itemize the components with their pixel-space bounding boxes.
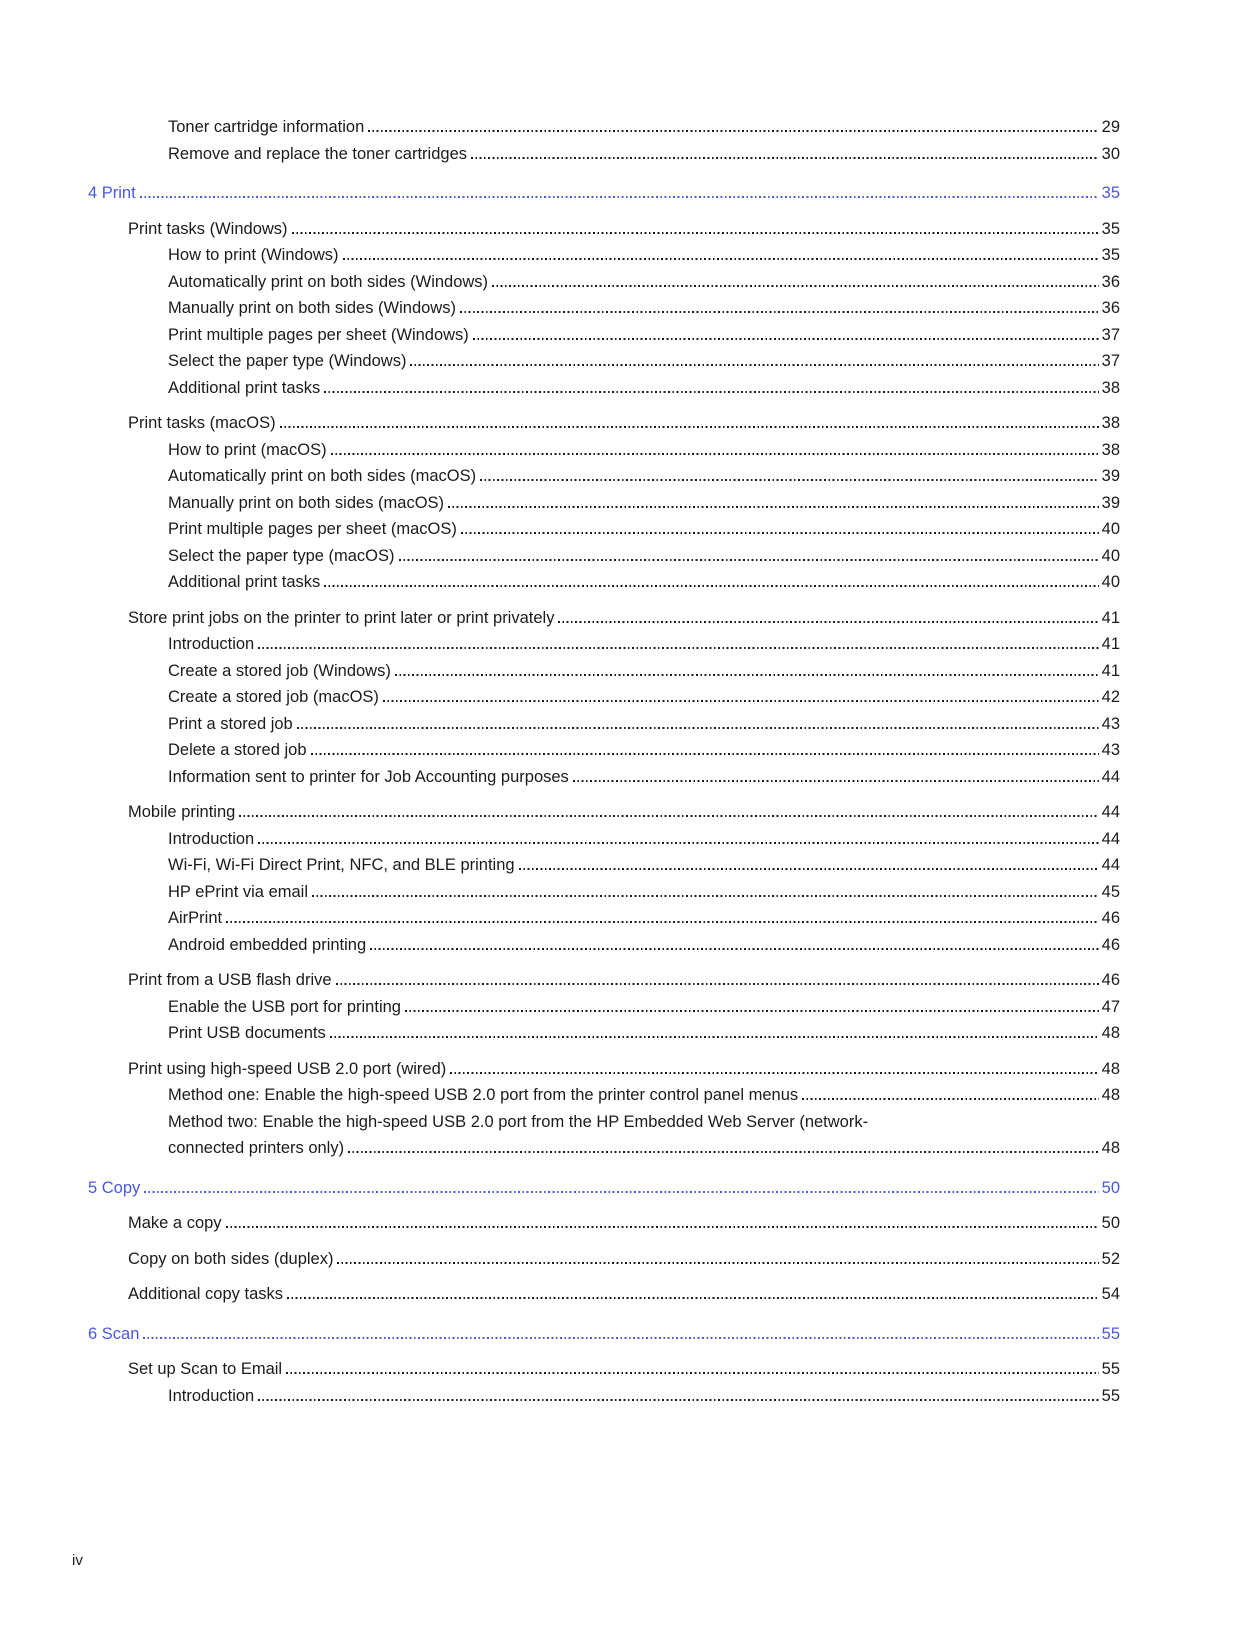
toc-leader-dots	[383, 700, 1099, 702]
toc-entry-page: 45	[1101, 882, 1120, 901]
toc-entry-row[interactable]	[88, 348, 1120, 375]
toc-leader-dots	[473, 338, 1099, 340]
toc-entry-page: 54	[1101, 1285, 1120, 1303]
toc-leader-dots	[292, 232, 1099, 234]
toc-entry-title: Print a stored job	[168, 714, 293, 733]
toc-entry-row[interactable]	[88, 799, 1120, 826]
toc-entry-title: Enable the USB port for printing	[168, 997, 401, 1016]
toc-leader-dots	[286, 1372, 1099, 1374]
toc-leader-dots	[226, 1226, 1099, 1228]
toc-entry-row[interactable]	[88, 764, 1120, 791]
toc-entry-title: AirPrint	[168, 909, 223, 927]
toc-entry-title: Mobile printing	[128, 803, 236, 821]
toc-entry-page: 41	[1101, 661, 1120, 680]
toc-leader-dots	[399, 559, 1099, 561]
toc-entry-title: Print tasks (macOS)	[128, 414, 276, 432]
toc-entry-page: 44	[1101, 803, 1120, 821]
toc-leader-dots	[395, 674, 1099, 676]
toc-entry-page: 29	[1101, 118, 1120, 136]
toc-entry-row[interactable]	[88, 1082, 1120, 1109]
toc-leader-dots	[348, 1151, 1099, 1153]
toc-leader-dots	[405, 1010, 1099, 1012]
toc-entry-title: Introduction	[168, 1386, 255, 1405]
toc-entry-title: Additional copy tasks	[128, 1285, 284, 1303]
toc-entry-title: Set up Scan to Email	[128, 1360, 283, 1378]
toc-entry-page: 55	[1101, 1324, 1120, 1343]
toc-entry-title: Make a copy	[128, 1214, 222, 1232]
toc-entry-page: 39	[1101, 493, 1120, 512]
toc-entry-title: Select the paper type (Windows)	[168, 352, 407, 370]
toc-leader-dots	[558, 621, 1098, 623]
toc-entry-title: Copy on both sides (duplex)	[128, 1249, 334, 1268]
toc-entry-title: Additional print tasks	[168, 378, 321, 397]
toc-entry-title: Store print jobs on the printer to print later or print privately	[128, 608, 555, 627]
toc-entry-title: How to print (macOS)	[168, 440, 327, 459]
toc-entry-page: 50	[1101, 1214, 1120, 1232]
toc-leader-dots	[311, 753, 1099, 755]
toc-entry-page: 47	[1101, 997, 1120, 1016]
toc-entry-title: How to print (Windows)	[168, 246, 339, 264]
toc-entry-row[interactable]	[88, 242, 1120, 269]
toc-entry-page: 48	[1101, 1086, 1120, 1104]
toc-entry-page: 36	[1101, 272, 1120, 291]
toc-leader-dots	[287, 1297, 1099, 1299]
page-number-footer: iv	[72, 1552, 83, 1569]
toc-entry-row[interactable]	[88, 1210, 1120, 1237]
toc-entry-row[interactable]	[88, 490, 1120, 517]
toc-entry-page: 46	[1101, 909, 1120, 927]
toc-leader-dots	[239, 815, 1098, 817]
toc-leader-dots	[140, 196, 1099, 198]
toc-entry-page: 44	[1101, 767, 1120, 786]
toc-entry-row[interactable]	[88, 216, 1120, 243]
toc-entry-title: Manually print on both sides (macOS)	[168, 493, 445, 512]
toc-leader-dots	[144, 1191, 1098, 1193]
toc-entry-row[interactable]	[88, 711, 1120, 738]
toc-entry-page: 40	[1101, 546, 1120, 565]
toc-entry-row[interactable]	[88, 114, 1120, 141]
toc-entry-row[interactable]	[88, 658, 1120, 685]
toc-entry-title: Delete a stored job	[168, 741, 307, 759]
toc-entry-row[interactable]	[88, 463, 1120, 490]
toc-entry-title: connected printers only)	[168, 1139, 345, 1157]
toc-leader-dots	[480, 479, 1099, 481]
toc-entry-page: 35	[1101, 219, 1120, 238]
toc-leader-dots	[143, 1337, 1098, 1339]
toc-entry-page: 46	[1101, 971, 1120, 989]
toc-entry-row[interactable]	[88, 905, 1120, 932]
toc-entry-row[interactable]	[88, 932, 1120, 959]
toc-leader-dots	[258, 842, 1098, 844]
toc-entry-page: 44	[1101, 829, 1120, 848]
toc-leader-dots	[448, 506, 1099, 508]
toc-entry-row[interactable]	[88, 826, 1120, 853]
toc-entry-row[interactable]	[88, 437, 1120, 464]
toc-leader-dots	[312, 895, 1099, 897]
toc-entry-title: Method two: Enable the high-speed USB 2.0 port from the HP Embedded Web Server (network-	[168, 1112, 869, 1131]
toc-entry-title: Automatically print on both sides (Windows)	[168, 272, 489, 291]
toc-leader-dots	[343, 258, 1099, 260]
toc-entry-row[interactable]	[88, 269, 1120, 296]
toc-leader-dots	[370, 948, 1099, 950]
toc-leader-dots	[258, 1399, 1098, 1401]
toc-entry-page: 35	[1101, 246, 1120, 264]
toc-leader-dots	[460, 311, 1099, 313]
toc-entry-row[interactable]	[88, 322, 1120, 349]
toc-entry-page: 30	[1101, 144, 1120, 163]
toc-leader-dots	[330, 1036, 1099, 1038]
toc-entry-row[interactable]	[88, 569, 1120, 596]
toc-entry-title: Create a stored job (macOS)	[168, 688, 379, 706]
toc-entry-row[interactable]	[88, 1356, 1120, 1383]
toc-entry-page: 48	[1101, 1139, 1120, 1157]
toc-entry-row[interactable]	[88, 879, 1120, 906]
toc-leader-dots	[471, 157, 1099, 159]
toc-entry-row[interactable]	[88, 1281, 1120, 1308]
toc-entry-page: 55	[1101, 1386, 1120, 1405]
toc-entry-row[interactable]	[88, 295, 1120, 322]
toc-leader-dots	[324, 391, 1098, 393]
toc-entry-row[interactable]	[88, 1056, 1120, 1083]
toc-entry-row[interactable]	[88, 1246, 1120, 1273]
toc-leader-dots	[573, 780, 1099, 782]
toc-entry-title: Print tasks (Windows)	[128, 219, 288, 238]
toc-entry-row[interactable]	[88, 737, 1120, 764]
toc-entry-page: 43	[1101, 714, 1120, 733]
toc-entry-page: 38	[1101, 414, 1120, 432]
toc-entry-page: 52	[1101, 1249, 1120, 1268]
toc-chapter-title: 6 Scan	[88, 1324, 140, 1343]
toc-entry-page: 41	[1101, 635, 1120, 653]
toc-entry-page: 42	[1101, 688, 1120, 706]
toc-entry-row[interactable]	[88, 1383, 1120, 1410]
toc-entry-page: 44	[1101, 856, 1120, 874]
toc-leader-dots	[368, 130, 1098, 132]
toc-entry-page: 37	[1101, 325, 1120, 344]
toc-entry-row[interactable]	[88, 141, 1120, 168]
toc-leader-dots	[802, 1098, 1099, 1100]
toc-entry-title: Wi-Fi, Wi-Fi Direct Print, NFC, and BLE printing	[168, 856, 515, 874]
toc-entry-row[interactable]	[88, 375, 1120, 402]
toc-entry-page: 39	[1101, 467, 1120, 485]
toc-entry-title: Automatically print on both sides (macOS)	[168, 467, 477, 485]
toc-entry-row[interactable]	[88, 967, 1120, 994]
toc-entry-title: Introduction	[168, 635, 255, 653]
toc-entry-title: Select the paper type (macOS)	[168, 546, 395, 565]
toc-entry-title: Print multiple pages per sheet (macOS)	[168, 520, 457, 538]
toc-leader-dots	[519, 868, 1099, 870]
toc-entry-page: 38	[1101, 378, 1120, 397]
toc-entry-title: Manually print on both sides (Windows)	[168, 299, 456, 317]
toc-entry-row[interactable]	[88, 1135, 1120, 1162]
toc-entry-row[interactable]	[88, 543, 1120, 570]
toc-entry-title: Create a stored job (Windows)	[168, 661, 391, 680]
toc-entry-page: 55	[1101, 1360, 1120, 1378]
toc-entry-title: Introduction	[168, 829, 255, 848]
toc-chapter-title: 4 Print	[88, 184, 136, 202]
toc-entry-title: Print multiple pages per sheet (Windows)	[168, 325, 469, 344]
toc-entry-page: 43	[1101, 741, 1120, 759]
toc-entry-title: Print from a USB flash drive	[128, 971, 332, 989]
toc-entry-title: Remove and replace the toner cartridges	[168, 144, 467, 163]
toc-entry-page: 37	[1101, 352, 1120, 370]
toc-entry-page: 40	[1101, 520, 1120, 538]
toc-entry-page: 48	[1101, 1059, 1120, 1078]
toc-entry-title: Print using high-speed USB 2.0 port (wired)	[128, 1059, 447, 1078]
toc-entry-row[interactable]	[88, 410, 1120, 437]
toc-entry-page: 40	[1101, 573, 1120, 591]
toc-leader-dots	[450, 1072, 1098, 1074]
toc-chapter-row[interactable]	[88, 1175, 1120, 1202]
toc-entry-title: Additional print tasks	[168, 573, 321, 591]
toc-leader-dots	[280, 426, 1099, 428]
toc-entry-title: HP ePrint via email	[168, 882, 309, 901]
toc-entry-page: 41	[1101, 608, 1120, 627]
toc-leader-dots	[461, 532, 1099, 534]
toc-entry-row[interactable]	[88, 1020, 1120, 1047]
toc-leader-dots	[297, 727, 1099, 729]
toc-leader-dots	[337, 1262, 1098, 1264]
toc-leader-dots	[410, 364, 1098, 366]
toc-entry-row[interactable]	[88, 631, 1120, 658]
toc-entry-row[interactable]	[88, 516, 1120, 543]
toc-leader-dots	[331, 453, 1099, 455]
toc-entry-title: Android embedded printing	[168, 935, 367, 954]
toc-entry-page: 46	[1101, 935, 1120, 954]
toc-entry-title: Toner cartridge information	[168, 118, 365, 136]
toc-chapter-title: 5 Copy	[88, 1178, 141, 1197]
toc-leader-dots	[258, 647, 1098, 649]
toc-entry-row[interactable]	[88, 684, 1120, 711]
toc-leader-dots	[226, 921, 1099, 923]
toc-entry-page: 36	[1101, 299, 1120, 317]
toc-entry-page: 38	[1101, 440, 1120, 459]
toc-entry-row[interactable]	[88, 605, 1120, 632]
toc-entry-page: 50	[1101, 1178, 1120, 1197]
toc-leader-dots	[324, 585, 1098, 587]
toc-entry-title: Information sent to printer for Job Accounting purposes	[168, 767, 569, 786]
toc-leader-dots	[336, 983, 1099, 985]
toc-entry-page: 35	[1101, 184, 1120, 202]
toc-entry-row[interactable]	[88, 852, 1120, 879]
toc-entry-page: 48	[1101, 1024, 1120, 1042]
toc-entry-title: Method one: Enable the high-speed USB 2.0 port from the printer control panel menus	[168, 1086, 799, 1104]
toc-chapter-row[interactable]	[88, 180, 1120, 207]
toc-leader-dots	[492, 285, 1099, 287]
toc-chapter-row[interactable]	[88, 1321, 1120, 1348]
toc-entry-row[interactable]	[88, 1109, 1120, 1136]
toc-entry-title: Print USB documents	[168, 1024, 326, 1042]
toc-entry-row[interactable]	[88, 994, 1120, 1021]
